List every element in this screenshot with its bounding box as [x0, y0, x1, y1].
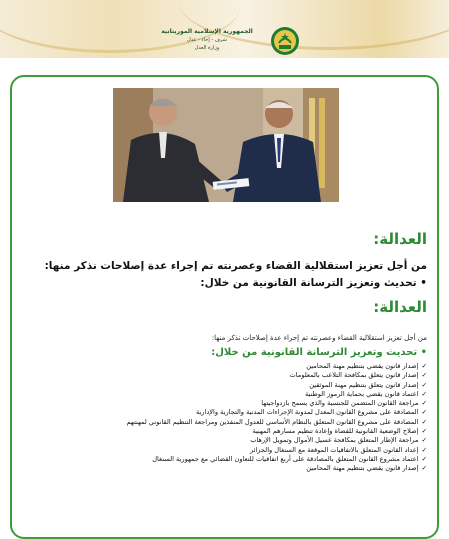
list-item-text: إصلاح الوضعية القانونية للقضاة وإعادة تنظيم مسارهم المهنية: [252, 427, 419, 436]
list-item-text: إعداد القانون المتعلق بالاتفاقيات الموقعة مع السنغال والجزائر: [249, 445, 419, 454]
list-item-text: المصادقة على مشروع القانون المعدل لمدونة الإجراءات المدنية والتجارية والإدارية: [195, 408, 419, 417]
section-title-justice-repeat: العدالة:: [373, 298, 427, 316]
list-item-text: اعتماد قانون يقضي بحماية الرموز الوطنية: [304, 389, 419, 398]
state-emblem-icon: [270, 26, 300, 56]
list-item: [7, 381, 427, 390]
legal-arsenal-subhead: • تحديث وتعزيز الترسانة القانونية من خلال:: [211, 347, 427, 358]
list-item: [7, 464, 427, 473]
list-item-text: إصدار قانون يتعلق بمكافحة التلاعب بالمعلومات: [289, 371, 419, 380]
check-icon: ✓: [421, 417, 427, 426]
list-item-text: اعتماد مشروع القانون المتعلق بالمصادقة على أربع اتفاقيات للتعاون القضائي مع جمهورية السنغال: [152, 454, 419, 463]
check-icon: ✓: [421, 408, 427, 417]
check-icon: ✓: [421, 380, 427, 389]
header-country: الجمهورية الإسلامية الموريتانية: [161, 28, 253, 35]
header-ministry: وزارة العدل: [194, 45, 220, 51]
list-item: [7, 399, 427, 408]
check-icon: ✓: [421, 371, 427, 380]
list-item: [7, 418, 427, 427]
list-item: [7, 362, 427, 371]
list-item-text: إصدار قانون يقضي بتنظيم مهنة المحامين: [306, 464, 419, 473]
reform-intro-line: من أجل تعزيز استقلالية القضاء وعصرنته تم إجراء عدة إصلاحات نذكر منها:: [44, 260, 427, 272]
list-item-text: إصدار قانون يتعلق بتنظيم مهنة الموثقين: [309, 380, 419, 389]
list-item: [7, 446, 427, 455]
check-icon: ✓: [421, 362, 427, 370]
check-icon: ✓: [421, 445, 427, 454]
list-item: [7, 455, 427, 464]
list-item: [7, 371, 427, 380]
list-item-text: مراجعة القانون المتضمن للجنسية والذي يسمح بازدواجيتها: [261, 399, 419, 408]
list-item: [7, 408, 427, 417]
list-item: [7, 427, 427, 436]
check-icon: ✓: [421, 389, 427, 398]
check-icon: ✓: [421, 399, 427, 408]
reform-list: [7, 362, 427, 474]
check-icon: ✓: [421, 464, 427, 473]
header-motto: شرف - إخاء - عدل: [187, 37, 227, 43]
list-item-text: إصدار قانون يقضي بتنظيم مهنة المحامين: [306, 362, 419, 370]
check-icon: ✓: [421, 427, 427, 436]
check-icon: ✓: [421, 436, 427, 445]
list-item: [7, 436, 427, 445]
list-item-text: مراجعة الإطار المتعلق بمكافحة غسيل الأموال وتمويل الإرهاب: [250, 436, 419, 445]
ministry-header: [150, 24, 300, 54]
reform-bullet-line: • تحديث وتعزيز الترسانة القانونية من خلال:: [200, 277, 427, 289]
list-item-text: المصادقة على مشروع القانون المتعلق بالنظام الأساسي للعدول المنفذين ومراجعة التنظيم القانوني لمهنتهم: [126, 417, 419, 426]
reform-intro-small: من أجل تعزيز استقلالية القضاء وعصرنته تم إجراء عدة إصلاحات نذكر منها:: [211, 334, 427, 342]
check-icon: ✓: [421, 454, 427, 463]
section-title-justice: العدالة:: [373, 230, 427, 248]
ceremony-photo: [113, 88, 339, 202]
list-item: [7, 390, 427, 399]
header-text: [152, 28, 262, 52]
